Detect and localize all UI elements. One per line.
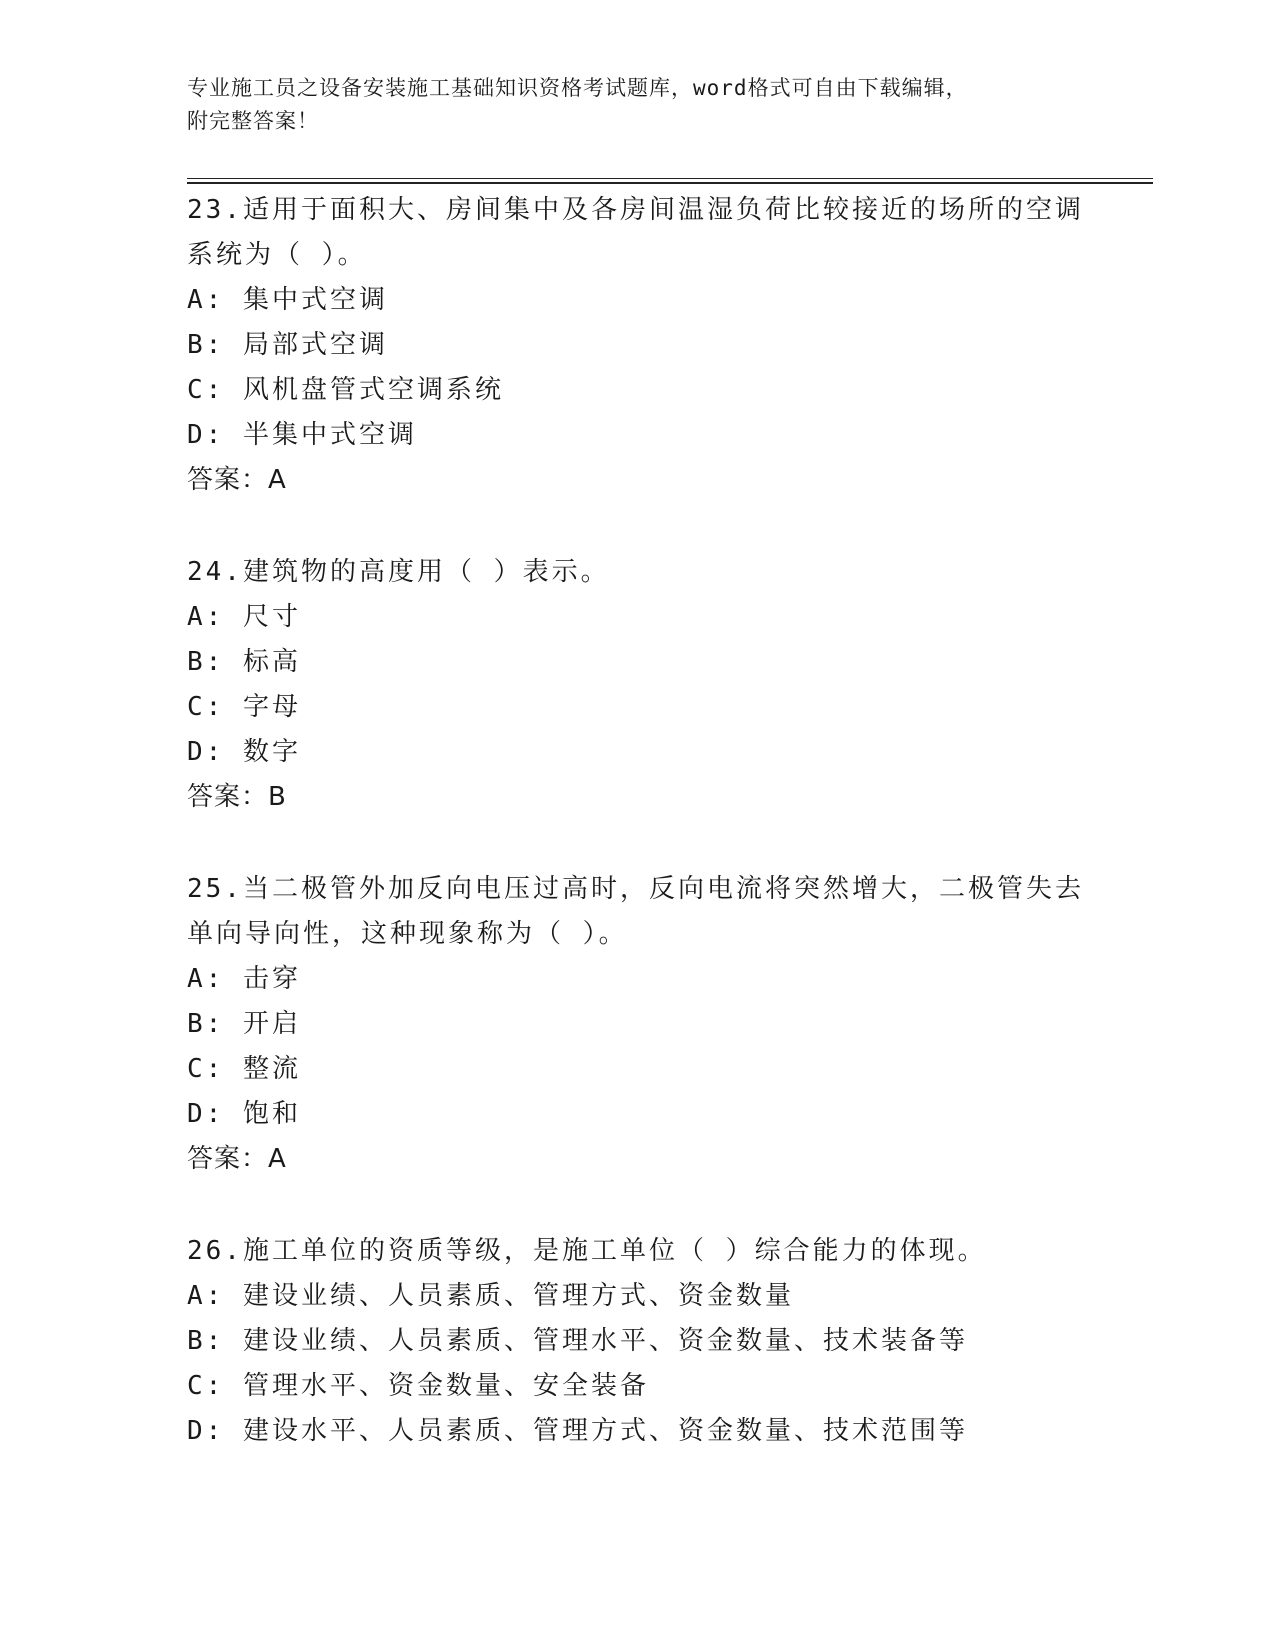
- option-b: B: 建设业绩、人员素质、管理水平、资金数量、技术装备等: [187, 1326, 968, 1356]
- answer-line: 答案：A: [187, 465, 287, 495]
- header-rule-thick: [187, 182, 1153, 184]
- option-a: A: 击穿: [187, 964, 301, 994]
- document-header: 专业施工员之设备安装施工基础知识资格考试题库，word格式可自由下载编辑， 附完整答案！: [187, 76, 968, 133]
- answer-line: 答案：B: [187, 782, 287, 812]
- question-stem: 23.适用于面积大、房间集中及各房间温湿负荷比较接近的场所的空调系统为（ ）。: [187, 195, 1084, 270]
- answer-line: 答案：A: [187, 1144, 287, 1174]
- question-item: [187, 867, 1087, 1182]
- option-c: C: 整流: [187, 1054, 301, 1084]
- option-b: B: 局部式空调: [187, 330, 388, 360]
- option-b: B: 标高: [187, 647, 301, 677]
- option-a: A: 尺寸: [187, 602, 301, 632]
- option-a: A: 建设业绩、人员素质、管理方式、资金数量: [187, 1281, 794, 1311]
- option-d: D: 建设水平、人员素质、管理方式、资金数量、技术范围等: [187, 1416, 968, 1446]
- option-d: D: 半集中式空调: [187, 420, 417, 450]
- question-list: [187, 188, 1087, 1501]
- option-c: C: 管理水平、资金数量、安全装备: [187, 1371, 649, 1401]
- question-stem: 24.建筑物的高度用（ ）表示。: [187, 557, 610, 587]
- option-c: C: 字母: [187, 692, 301, 722]
- option-a: A: 集中式空调: [187, 285, 388, 315]
- option-d: D: 数字: [187, 737, 301, 767]
- question-item: [187, 188, 1087, 503]
- question-stem: 25.当二极管外加反向电压过高时，反向电流将突然增大，二极管失去单向导向性，这种现象称为（ ）。: [187, 874, 1084, 949]
- option-b: B: 开启: [187, 1009, 301, 1039]
- question-item: [187, 550, 1087, 820]
- question-stem: 26.施工单位的资质等级，是施工单位（ ）综合能力的体现。: [187, 1236, 987, 1266]
- header-rule-thin: [187, 178, 1153, 179]
- option-c: C: 风机盘管式空调系统: [187, 375, 504, 405]
- option-d: D: 饱和: [187, 1099, 301, 1129]
- question-item: [187, 1229, 1087, 1454]
